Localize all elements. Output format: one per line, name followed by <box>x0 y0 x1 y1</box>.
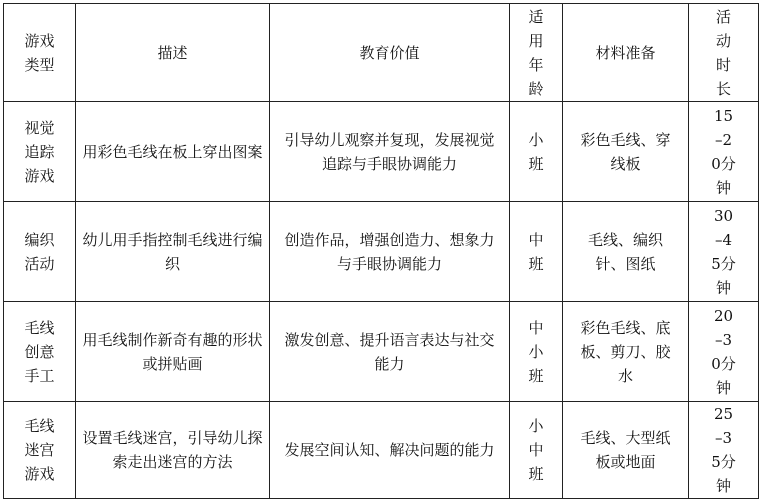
cell-duration: 15–20分钟 <box>689 102 759 202</box>
cell-value: 激发创意、提升语言表达与社交能力 <box>270 302 510 402</box>
cell-type: 毛线迷宫游戏 <box>4 402 76 499</box>
header-value: 教育价值 <box>270 4 510 102</box>
cell-type: 视觉追踪游戏 <box>4 102 76 202</box>
activity-table <box>3 3 759 499</box>
cell-materials: 彩色毛线、穿线板 <box>563 102 689 202</box>
cell-age: 小中班 <box>510 402 563 499</box>
cell-materials: 彩色毛线、底板、剪刀、胶水 <box>563 302 689 402</box>
cell-value: 发展空间认知、解决问题的能力 <box>270 402 510 499</box>
cell-description: 设置毛线迷宫，引导幼儿探索走出迷宫的方法 <box>76 402 270 499</box>
table-row <box>4 102 759 202</box>
cell-type: 毛线创意手工 <box>4 302 76 402</box>
cell-duration: 25–35分钟 <box>689 402 759 499</box>
header-duration: 活动时长 <box>689 4 759 102</box>
cell-duration: 30–45分钟 <box>689 202 759 302</box>
cell-age: 中小班 <box>510 302 563 402</box>
cell-duration: 20–30分钟 <box>689 302 759 402</box>
header-materials: 材料准备 <box>563 4 689 102</box>
cell-value: 创造作品，增强创造力、想象力与手眼协调能力 <box>270 202 510 302</box>
cell-value: 引导幼儿观察并复现，发展视觉追踪与手眼协调能力 <box>270 102 510 202</box>
cell-description: 幼儿用手指控制毛线进行编织 <box>76 202 270 302</box>
cell-description: 用毛线制作新奇有趣的形状或拼贴画 <box>76 302 270 402</box>
table-row <box>4 202 759 302</box>
cell-type: 编织活动 <box>4 202 76 302</box>
cell-age: 小班 <box>510 102 563 202</box>
header-row <box>4 4 759 102</box>
header-description: 描述 <box>76 4 270 102</box>
table-row <box>4 302 759 402</box>
header-age: 适用年龄 <box>510 4 563 102</box>
table-row <box>4 402 759 499</box>
header-type: 游戏类型 <box>4 4 76 102</box>
cell-materials: 毛线、大型纸板或地面 <box>563 402 689 499</box>
cell-materials: 毛线、编织针、图纸 <box>563 202 689 302</box>
cell-description: 用彩色毛线在板上穿出图案 <box>76 102 270 202</box>
cell-age: 中班 <box>510 202 563 302</box>
